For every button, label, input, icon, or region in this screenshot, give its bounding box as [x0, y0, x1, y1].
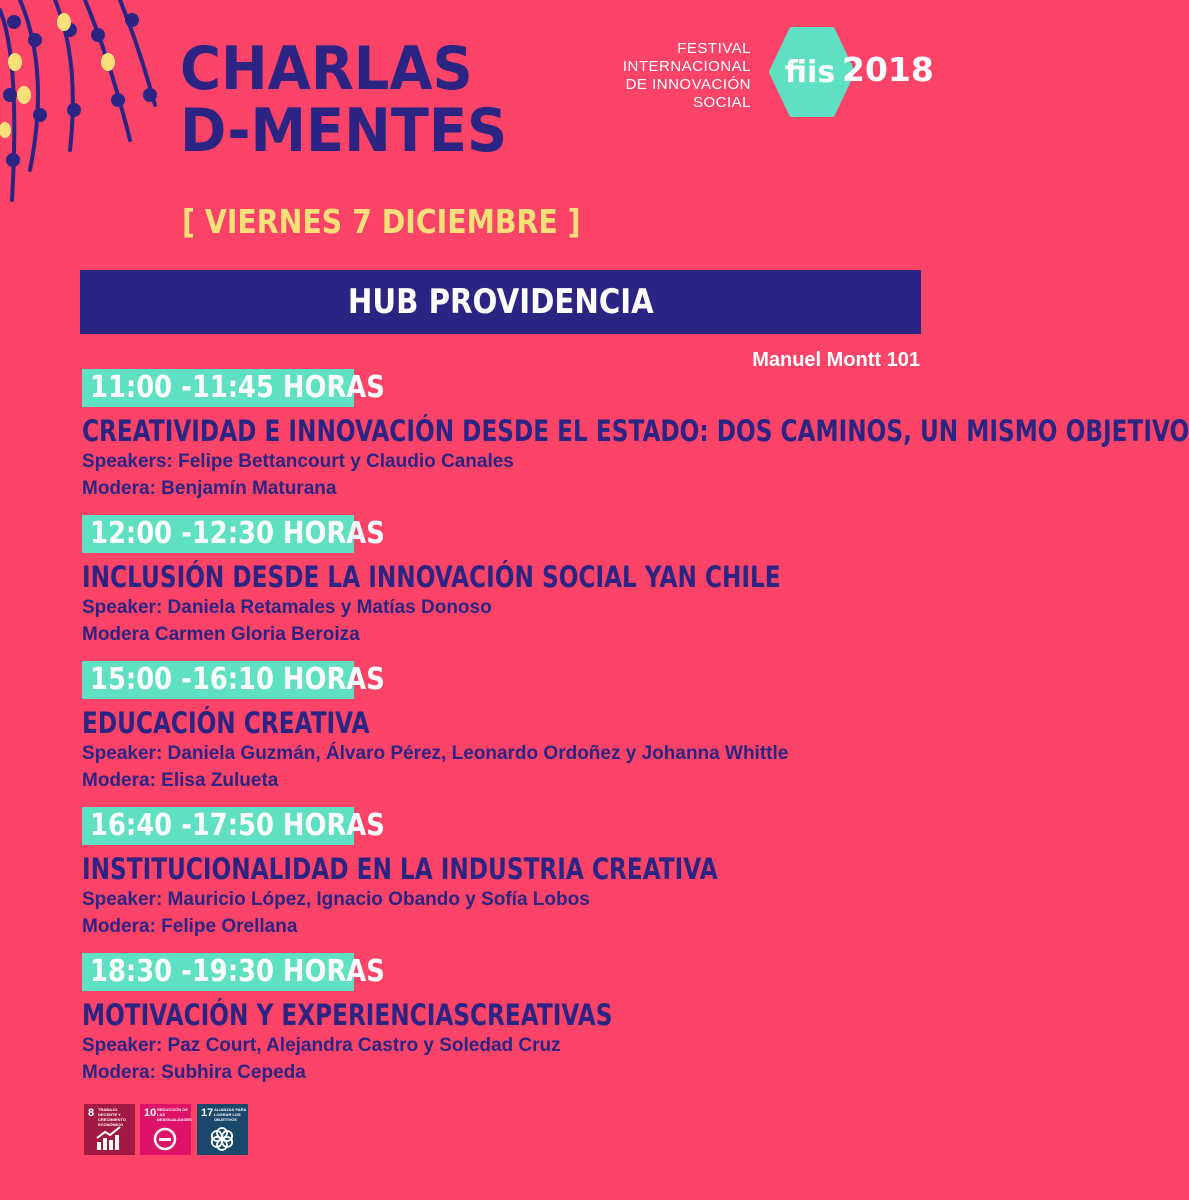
sdg-label: REDUCCIÓN DE LAS DESIGUALDADES: [157, 1107, 192, 1122]
session-time: [82, 807, 385, 845]
equality-icon: [152, 1126, 178, 1152]
event-date: [ VIERNES 7 DICIEMBRE ]: [182, 202, 581, 241]
session-moderator: Modera: Benjamín Maturana: [82, 478, 337, 499]
session-title: EDUCACIÓN CREATIVA: [82, 706, 370, 740]
session-item: [82, 953, 942, 1086]
session-time-text: 11:00 -11:45 HORAS: [90, 370, 385, 405]
venue-name: HUB PROVIDENCIA: [347, 282, 654, 322]
sdg-number: 17: [201, 1107, 214, 1119]
session-title: INCLUSIÓN DESDE LA INNOVACIÓN SOCIAL YAN CHILE: [82, 560, 781, 594]
session-item: [82, 661, 942, 794]
sdg-number: 8: [88, 1107, 95, 1119]
session-time: [82, 515, 385, 553]
venue-address: Manuel Montt 101: [752, 349, 920, 371]
session-time-text: 12:00 -12:30 HORAS: [90, 516, 385, 551]
session-title: CREATIVIDAD E INNOVACIÓN DESDE EL ESTADO: DOS CAMINOS, UN MISMO OBJETIVO: [82, 414, 1189, 448]
growth-chart-icon: [96, 1126, 122, 1150]
session-item: [82, 515, 942, 648]
session-moderator: Modera: Elisa Zulueta: [82, 770, 279, 791]
festival-line-4: SOCIAL: [692, 94, 751, 111]
session-time: [82, 369, 385, 407]
session-time: [82, 953, 385, 991]
event-title: [180, 34, 508, 166]
session-speakers: Speaker: Paz Court, Alejandra Castro y Soledad Cruz: [82, 1035, 561, 1056]
festival-name: [623, 40, 751, 112]
decorative-lights: [0, 0, 170, 210]
session-speakers: Speaker: Mauricio López, Ignacio Obando y Sofía Lobos: [82, 889, 590, 910]
session-speakers: Speakers: Felipe Bettancourt y Claudio Canales: [82, 451, 514, 472]
session-time: [82, 661, 385, 699]
title-line-1: CHARLAS: [180, 34, 473, 104]
festival-line-3: DE INNOVACIÓN: [625, 76, 751, 93]
sdg-number: 10: [144, 1107, 157, 1119]
session-speakers: Speaker: Daniela Retamales y Matías Donoso: [82, 597, 492, 618]
session-title: MOTIVACIÓN Y EXPERIENCIASCREATIVAS: [82, 998, 613, 1032]
sdg-icon-10: [140, 1104, 191, 1155]
session-speakers: Speaker: Daniela Guzmán, Álvaro Pérez, Leonardo Ordoñez y Johanna Whittle: [82, 743, 789, 764]
logo-text: fiis: [784, 55, 836, 90]
partnership-flower-icon: [209, 1126, 235, 1152]
session-item: [82, 807, 942, 940]
session-moderator: Modera: Felipe Orellana: [82, 916, 298, 937]
session-title: INSTITUCIONALIDAD EN LA INDUSTRIA CREATIVA: [82, 852, 718, 886]
sdg-label: ALIANZAS PARA LOGRAR LOS OBJETIVOS: [214, 1107, 247, 1122]
festival-line-2: INTERNACIONAL: [622, 58, 751, 75]
festival-line-1: FESTIVAL: [677, 40, 751, 57]
festival-year: 2018: [842, 50, 934, 89]
session-time-text: 18:30 -19:30 HORAS: [90, 954, 385, 989]
sdg-icon-8: [84, 1104, 135, 1155]
session-moderator: Modera: Subhira Cepeda: [82, 1062, 306, 1083]
session-time-text: 15:00 -16:10 HORAS: [90, 662, 385, 697]
sdg-icon-17: [197, 1104, 248, 1155]
title-line-2: D-MENTES: [180, 96, 508, 166]
session-time-text: 16:40 -17:50 HORAS: [90, 808, 385, 843]
sdg-label: TRABAJO DECENTE Y CRECIMIENTO ECONÓMICO: [98, 1107, 126, 1127]
session-moderator: Modera Carmen Gloria Beroiza: [82, 624, 360, 645]
session-item: [82, 369, 1189, 502]
venue-banner: [80, 270, 921, 334]
